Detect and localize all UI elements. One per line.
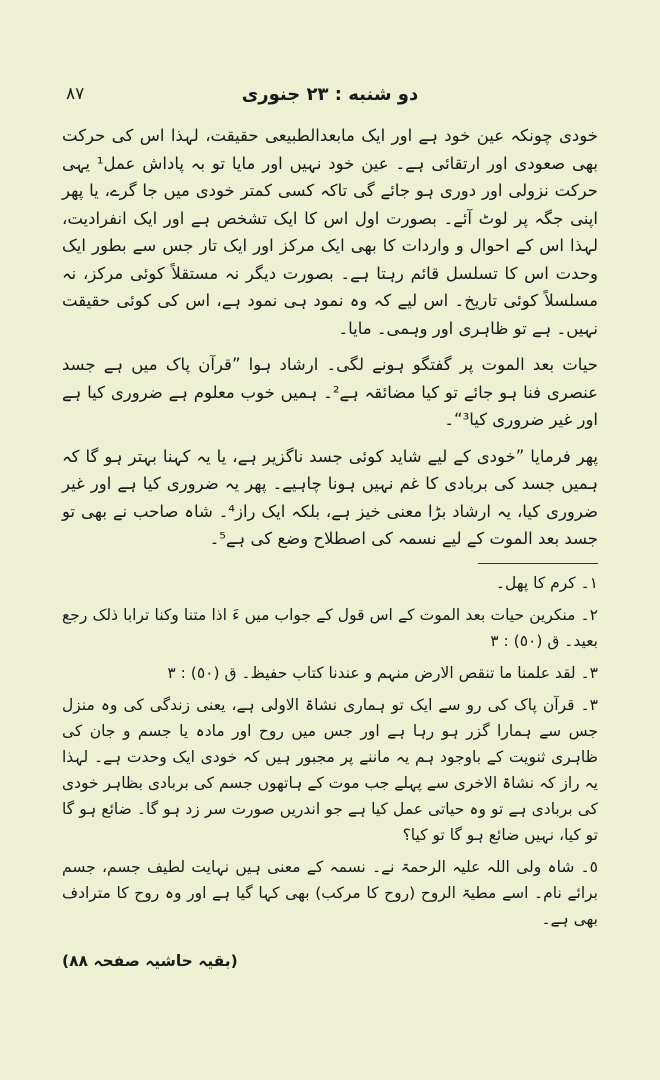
footnote: ٣۔ لقد علمنا ما تنقص الارض منہم و عندنا کتاب حفیظ۔ ق (٥٠) : ٣ bbox=[167, 664, 598, 682]
footnote-divider bbox=[478, 563, 598, 564]
footnote: ٥۔ شاہ ولی اللہ علیہ الرحمۃ نے۔ نسمہ کے معنی ہیں نہایت لطیف جسم، جسم برائے نام۔ اسے مطیۃ الروح (روح کا مرکب) بھی کہا گیا ہے اور وہ روح کا مترادف بھی ہے۔ bbox=[62, 858, 598, 928]
page-header bbox=[60, 84, 600, 114]
paragraph: حیات بعد الموت پر گفتگو ہونے لگی۔ ارشاد ہوا ”قرآن پاک میں ہے جسد عنصری فنا ہو جائے تو کیا مضائقہ ہے²۔ ہمیں خوب معلوم ہے ضروری کیا ہے اور غیر ضروری کیا³“۔ bbox=[62, 355, 598, 429]
footnotes bbox=[62, 570, 598, 938]
running-title: دو شنبه : ٢٣ جنوری bbox=[241, 84, 419, 105]
footnote: ٢۔ منکرین حیات بعد الموت کے اس قول کے جواب میں ءَ اذا متنا وکنا ترابا ذلک رجع بعید۔ ق (٥٠) : ٣ bbox=[62, 606, 598, 650]
footnote: ١۔ کرم کا پھل۔ bbox=[495, 574, 598, 592]
paragraph: خودی چونکہ عین خود ہے اور ایک مابعدالطبیعی حقیقت، لہذا اس کی حرکت بھی صعودی اور ارتقائی ہے۔ عین خود نہیں اور مایا تو بہ پاداش عمل¹ یہی حرکت نزولی اور دوری ہو جائے گی تاکہ کسی کمتر خودی میں جا گرے، یا پھر اپنی جگہ پر لوٹ آئے۔ بصورت اول اس کا ایک تشخص ہے اور ایک انفرادیت، لہذا اس کے احوال و واردات کا بھی ایک مرکز اور ایک تار جس سے بطور ایک وحدت اس کا تسلسل قائم رہتا ہے۔ بصورت دیگر نہ مستقلاً کوئی مرکز، نہ مسلسلاً کوئی تاریخ۔ اس لیے کہ وہ نمود ہی نمود ہے، اس کی کوئی حقیقت نہیں۔ ہے تو ظاہری اور وہمی۔ مایا۔ bbox=[62, 126, 598, 338]
main-text bbox=[62, 122, 598, 562]
paragraph: پھر فرمایا ”خودی کے لیے شاید کوئی جسد ناگزیر ہے، یا یہ کہنا بہتر ہو گا کہ ہمیں جسد کی بربادی کا غم نہیں ہونا چاہیے۔ پھر یہ ضروری کیا ہے اور غیر ضروری کیا، یہ ارشاد بڑا معنی خیز ہے، بلکہ ایک راز⁴۔ شاہ صاحب نے بھی تو جسد بعد الموت کے لیے نسمہ کی اصطلاح وضع کی ہے⁵۔ bbox=[62, 446, 598, 548]
footnote-continuation: (بقیہ حاشیہ صفحہ ٨٨) bbox=[62, 952, 238, 970]
footnote: ٣۔ قرآن پاک کی رو سے ایک تو ہماری نشاۃ الاولی ہے، یعنی زندگی کی وہ منزل جس سے ہمارا گزر ہو رہا ہے اور جس میں روح اور مادہ یا جسم و جان کی ظاہری ثنویت کے باوجود ہم یہ ماننے پر مجبور ہیں کہ خودی ایک وحدت ہے۔ لہذا یہ راز کہ نشاۃ الاخری سے پہلے جب موت کے ہاتھوں جسم کی بربادی بظاہر خودی کی بربادی ہے تو وہ حیاتی عمل کیا ہے جو اندریں صورت سر زد ہو گا۔ ضائع ہو گا تو کیا، نہیں ضائع ہو گا تو کیا؟ bbox=[62, 696, 598, 844]
page-number: ٨٧ bbox=[66, 84, 85, 104]
